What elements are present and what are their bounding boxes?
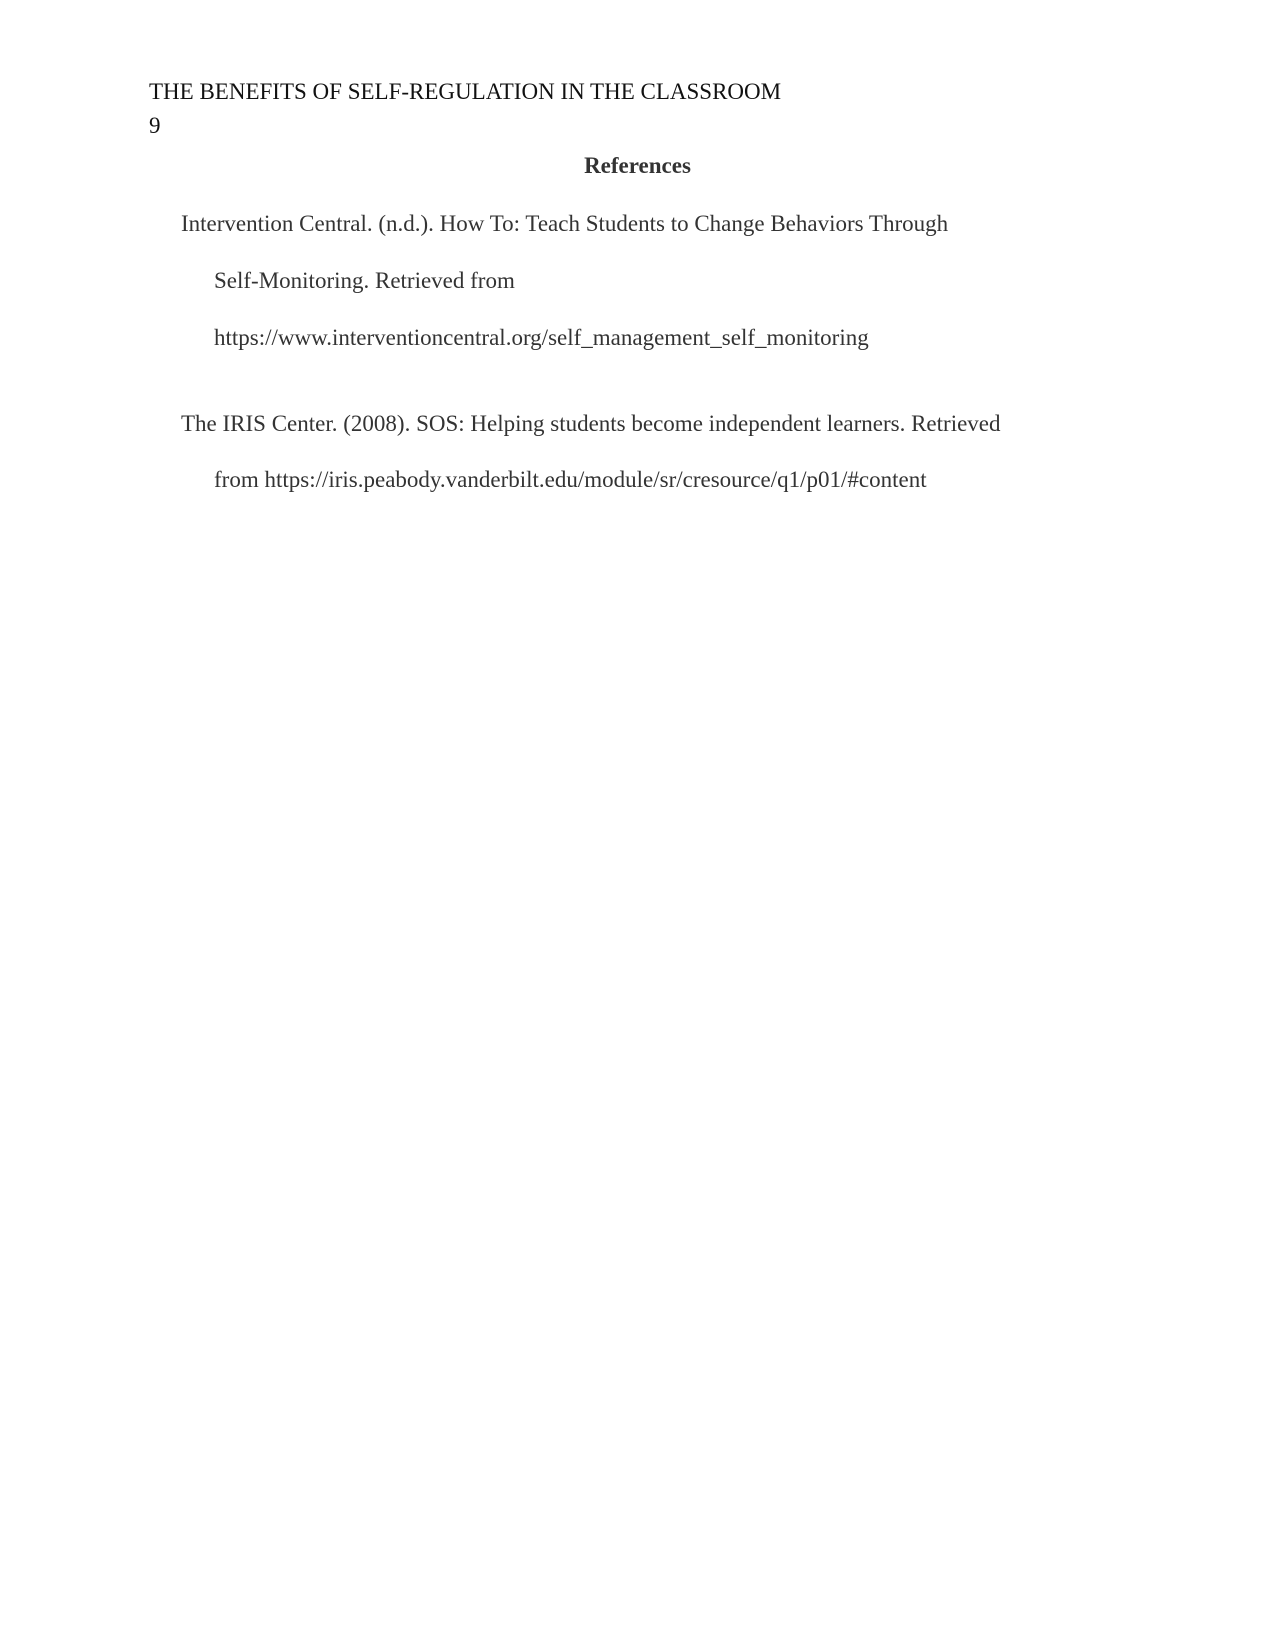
- references-heading: References: [584, 153, 691, 178]
- reference-url[interactable]: https://www.interventioncentral.org/self_management_self_monitoring: [214, 325, 869, 350]
- reference-line: The IRIS Center. (2008). SOS: Helping students become independent learners. Retrieved: [181, 411, 1001, 436]
- running-head: THE BENEFITS OF SELF-REGULATION IN THE CLASSROOM: [149, 79, 782, 104]
- reference-line: Self-Monitoring. Retrieved from: [214, 268, 515, 293]
- reference-url[interactable]: from https://iris.peabody.vanderbilt.edu/module/sr/cresource/q1/p01/#content: [214, 467, 927, 492]
- reference-line: Intervention Central. (n.d.). How To: Teach Students to Change Behaviors Through: [181, 211, 949, 236]
- page-number: 9: [149, 113, 161, 138]
